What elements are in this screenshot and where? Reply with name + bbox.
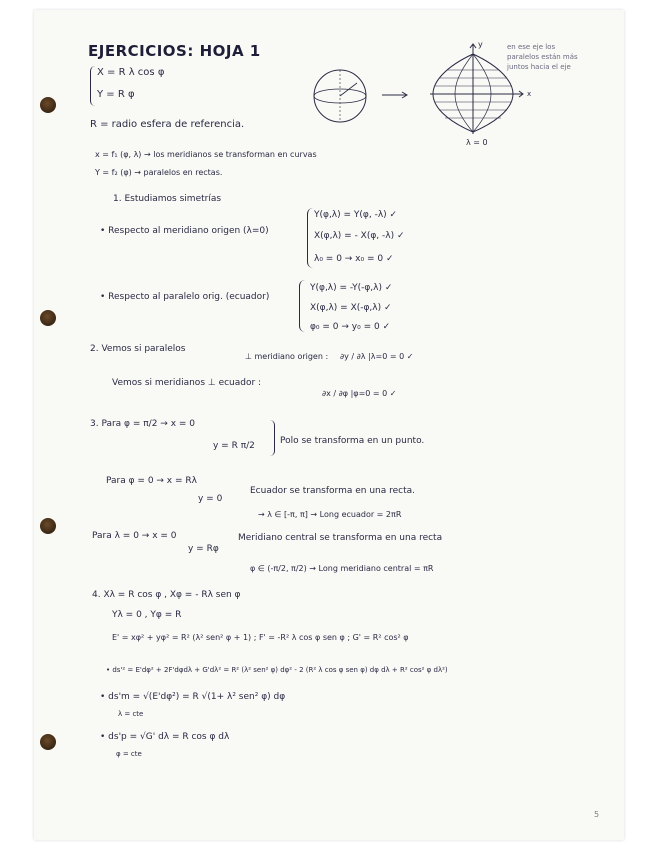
meridians-condition: Vemos si meridianos ⊥ ecuador : xyxy=(112,378,262,388)
axis-x-label: x xyxy=(527,90,532,98)
sphere-diagram xyxy=(305,63,375,133)
meridians-derivative: ∂x / ∂φ |φ=0 = 0 ✓ xyxy=(322,389,397,398)
pole-y: y = R π/2 xyxy=(213,441,255,451)
equation-x: X = R λ cos φ xyxy=(97,67,165,78)
section-2-heading: 2. Vemos si paralelos xyxy=(90,344,186,354)
partial-derivatives-y: Yλ = 0 , Yφ = R xyxy=(112,610,182,620)
equator-result: Ecuador se transforma en una recta. xyxy=(250,486,415,496)
equator-y: y = 0 xyxy=(198,494,223,504)
brace xyxy=(299,280,305,332)
section-3-pole: 3. Para φ = π/2 → x = 0 xyxy=(90,419,196,429)
binder-hole xyxy=(40,310,56,326)
page-number: 5 xyxy=(594,810,600,819)
equator-x: Para φ = 0 → x = Rλ xyxy=(106,476,197,486)
pole-result: Polo se transforma en un punto. xyxy=(280,436,425,446)
brace xyxy=(270,420,275,456)
equation-y: Y = R φ xyxy=(97,89,135,100)
radius-definition: R = radio esfera de referencia. xyxy=(90,119,245,130)
section-1-heading: 1. Estudiamos simetrías xyxy=(113,194,222,204)
fundamental-coefficients: E' = xφ² + yφ² = R² (λ² sen² φ + 1) ; F' = -R² λ cos φ sen φ ; G' = R² cos² φ xyxy=(112,633,409,642)
meridian-x: Para λ = 0 → x = 0 xyxy=(92,531,177,541)
meridian-result: Meridiano central se transforma en una recta xyxy=(238,533,443,543)
parallels-condition: ⊥ meridiano origen : xyxy=(245,352,329,361)
lambda-label: λ = 0 xyxy=(466,138,488,147)
symmetry-meridian-1: Y(φ,λ) = Y(φ, -λ) ✓ xyxy=(314,210,398,220)
axis-y-label: y xyxy=(478,40,483,49)
brace xyxy=(90,66,95,106)
parallel-arc-element: • ds'p = √G' dλ = R cos φ dλ xyxy=(100,732,230,742)
meridian-arc-element: • ds'm = √(E'dφ²) = R √(1+ λ² sen² φ) dφ xyxy=(100,692,286,702)
symmetry-meridian-2: X(φ,λ) = - X(φ, -λ) ✓ xyxy=(314,231,405,241)
parallel-statement: Y = f₂ (φ) → paralelos en rectas. xyxy=(95,168,223,177)
partial-derivatives-x: 4. Xλ = R cos φ , Xφ = - Rλ sen φ xyxy=(92,590,241,600)
equator-length: → λ ∈ [-π, π] → Long ecuador = 2πR xyxy=(258,510,402,519)
symmetry-equator-1: Y(φ,λ) = -Y(-φ,λ) ✓ xyxy=(310,283,393,293)
symmetry-equator-2: X(φ,λ) = X(-φ,λ) ✓ xyxy=(310,303,392,313)
symmetry-meridian-3: λ₀ = 0 → x₀ = 0 ✓ xyxy=(314,254,394,264)
binder-hole xyxy=(40,734,56,750)
page-title: EJERCICIOS: HOJA 1 xyxy=(88,42,261,60)
diagram-note: en ese eje los paralelos están más juntos hacia el eje xyxy=(507,43,578,71)
binder-hole xyxy=(40,518,56,534)
first-fundamental-form: • ds'² = E'dφ² + 2F'dφdλ + G'dλ² = R² (λ² sen² φ) dφ² - 2 (R² λ cos φ sen φ) dφ dλ + R² cos² φ dλ²) xyxy=(106,666,448,674)
meridian-arc-subscript: λ = cte xyxy=(118,710,144,718)
parallel-arc-subscript: φ = cte xyxy=(116,750,142,758)
symmetry-equator: • Respecto al paralelo orig. (ecuador) xyxy=(100,292,270,302)
brace xyxy=(307,208,313,268)
meridian-y: y = Rφ xyxy=(188,544,219,554)
symmetry-meridian: • Respecto al meridiano origen (λ=0) xyxy=(100,226,269,236)
arrow-icon xyxy=(380,90,410,100)
meridian-length: φ ∈ (-π/2, π/2) → Long meridiano central = πR xyxy=(250,564,434,573)
parallels-derivative: ∂y / ∂λ |λ=0 = 0 ✓ xyxy=(340,352,414,361)
meridian-statement: x = f₁ (φ, λ) → los meridianos se transforman en curvas xyxy=(95,150,317,159)
binder-hole xyxy=(40,97,56,113)
symmetry-equator-3: φ₀ = 0 → y₀ = 0 ✓ xyxy=(310,322,391,332)
